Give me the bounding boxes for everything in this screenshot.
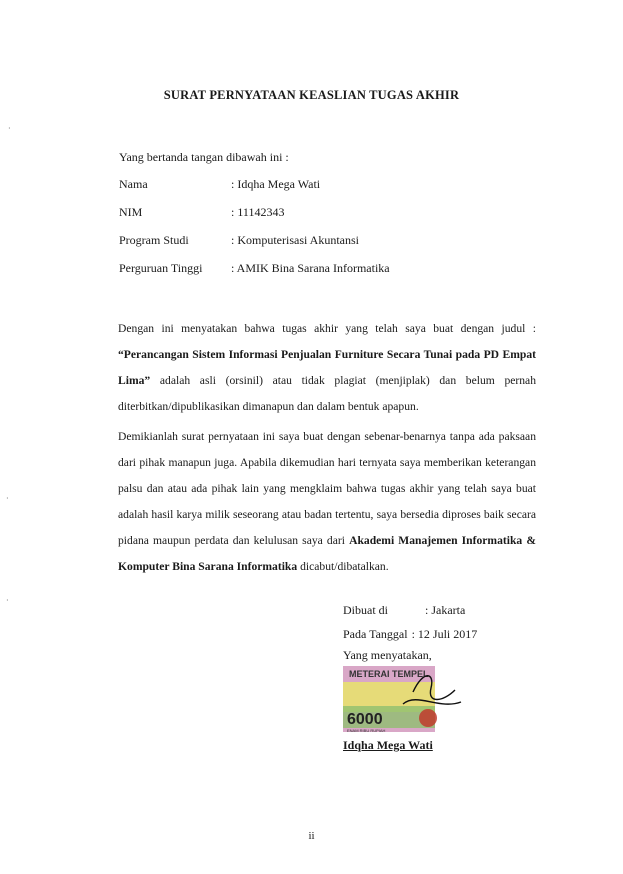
statement-paragraph: [118, 316, 536, 420]
field-row-perguruan-tinggi: [119, 261, 390, 276]
page-number: ii: [308, 830, 315, 842]
declaration-lead: Demikianlah surat pernyataan ini saya buat dengan sebenar-benarnya tanpa ada paksaan dari pihak manapun juga. Apabila dikemudian hari ternyata saya memberikan keterangan palsu dan atau ada pihak lain yang mengklaim bahwa tugas akhir yang telah saya buat adalah hasil karya milik seseorang atau badan tertentu, saya bersedia diproses baik secara pidana maupun perdata dan kelulusan saya dari: [118, 430, 536, 547]
declaration-rest: dicabut/dibatalkan.: [300, 560, 389, 573]
statement-lead: Dengan ini menyatakan bahwa tugas akhir yang telah saya buat dengan judul :: [118, 322, 536, 335]
thesis-title: “Perancangan Sistem Informasi Penjualan Furniture Secara Tunai pada PD Empat Lima”: [118, 348, 536, 387]
field-value: : Idqha Mega Wati: [231, 177, 321, 191]
date-value: : 12 Juli 2017: [411, 627, 478, 641]
declaration-paragraph: [118, 424, 536, 580]
field-row-program-studi: [119, 233, 359, 248]
field-row-nim: [119, 205, 284, 220]
scan-speck: ·: [6, 494, 9, 503]
intro-text: Yang bertanda tangan dibawah ini :: [119, 150, 289, 164]
field-label: Perguruan Tinggi: [119, 261, 203, 275]
closing-text: Yang menyatakan,: [343, 648, 432, 662]
stamp-sub: ENAM RIBU RUPIAH: [347, 728, 386, 733]
scan-speck: ·: [6, 596, 9, 605]
field-label: Program Studi: [119, 233, 189, 247]
field-row-nama: [119, 177, 320, 192]
institution-name: Akademi Manajemen Informatika & Komputer Bina Sarana Informatika: [118, 534, 536, 573]
date-label: Pada Tanggal: [343, 627, 408, 641]
field-value: : Komputerisasi Akuntansi: [231, 233, 359, 247]
field-label: Nama: [119, 177, 148, 191]
document-title: SURAT PERNYATAAN KEASLIAN TUGAS AKHIR: [163, 88, 460, 102]
place-label: Dibuat di: [343, 603, 388, 617]
field-value: : 11142343: [231, 205, 285, 219]
statement-rest: adalah asli (orsinil) atau tidak plagiat (menjiplak) dan belum pernah diterbitkan/dipublikasikan dimanapun dan dalam bentuk apapun.: [118, 374, 536, 413]
place-row: [343, 603, 465, 618]
place-value: : Jakarta: [425, 603, 466, 617]
field-value: : AMIK Bina Sarana Informatika: [231, 261, 390, 275]
field-label: NIM: [119, 205, 143, 219]
signer-name: Idqha Mega Wati: [343, 738, 433, 752]
meterai-stamp-with-signature: [343, 662, 463, 734]
stamp-value: 6000: [347, 711, 383, 728]
date-row: [343, 627, 477, 642]
scan-speck: ·: [8, 124, 11, 133]
stamp-label: METERAI TEMPEL: [349, 669, 429, 679]
